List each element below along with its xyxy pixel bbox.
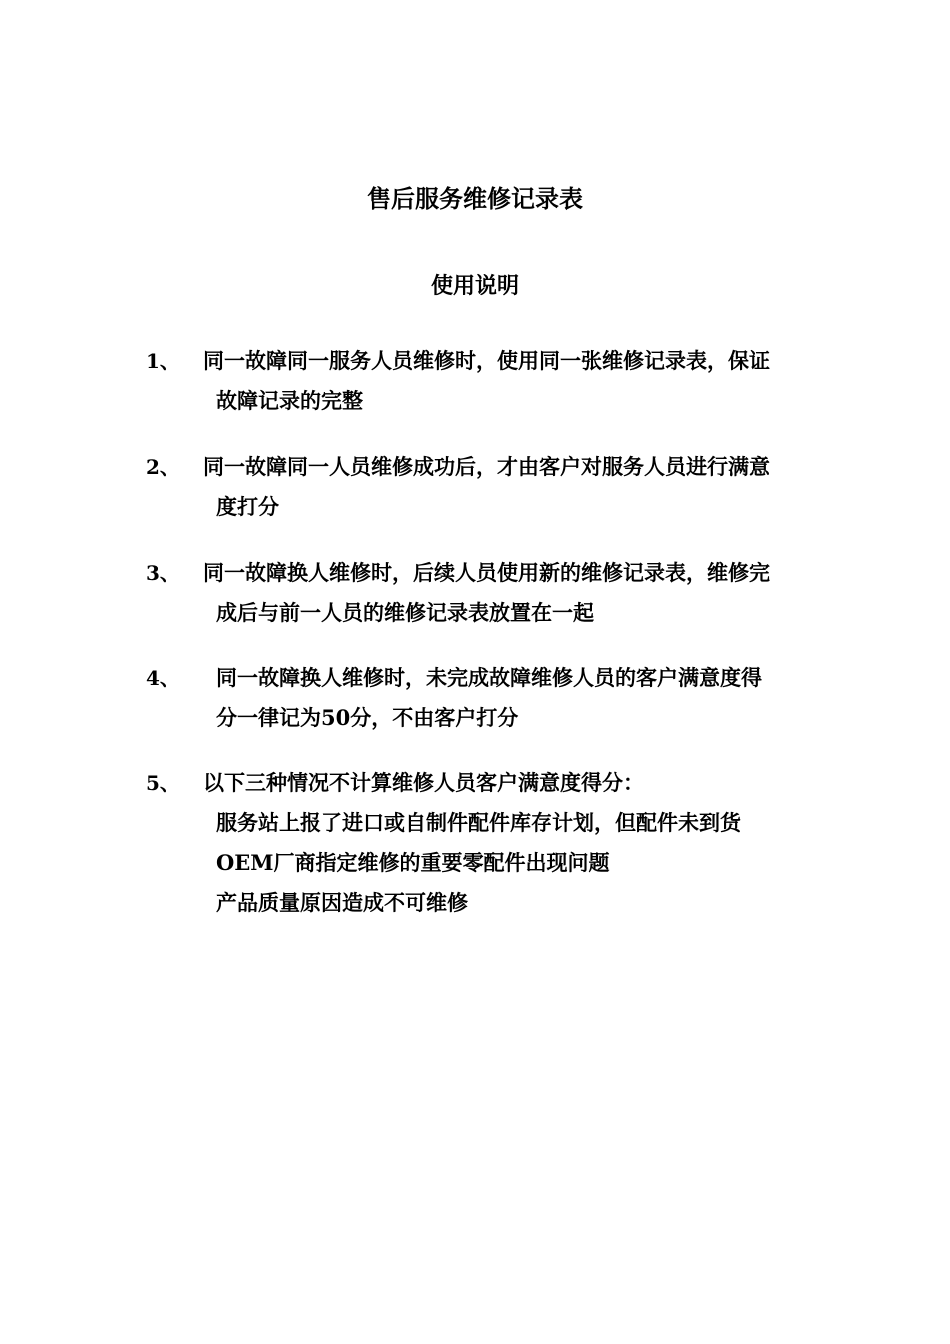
- item-text-line: 同一故障换人维修时，未完成故障维修人员的客户满意度得: [216, 665, 762, 690]
- item-text-line: 同一故障同一人员维修成功后，才由客户对服务人员进行满意: [203, 454, 770, 479]
- item-text-line: 度打分: [216, 494, 279, 519]
- item-number: 4、: [146, 666, 180, 690]
- item-text-line: 故障记录的完整: [216, 388, 363, 413]
- item-text-line: 同一故障换人维修时，后续人员使用新的维修记录表，维修完: [203, 560, 770, 585]
- item-number: 1、: [146, 349, 180, 373]
- item-text-line: 同一故障同一服务人员维修时，使用同一张维修记录表，保证: [203, 348, 770, 373]
- item-number: 2、: [146, 455, 180, 479]
- item-number: 5、: [146, 771, 180, 795]
- item-sub-line: OEM厂商指定维修的重要零配件出现问题: [216, 850, 610, 875]
- item-text-line: 分一律记为50分，不由客户打分: [216, 705, 519, 730]
- document-subtitle: 使用说明: [430, 273, 519, 299]
- item-text-line: 成后与前一人员的维修记录表放置在一起: [216, 600, 594, 625]
- item-sub-line: 服务站上报了进口或自制件配件库存计划，但配件未到货: [216, 810, 741, 835]
- item-sub-line: 产品质量原因造成不可维修: [216, 890, 468, 915]
- item-number: 3、: [146, 561, 180, 585]
- document-title: 售后服务维修记录表: [367, 184, 583, 213]
- item-text-line: 以下三种情况不计算维修人员客户满意度得分：: [203, 770, 644, 795]
